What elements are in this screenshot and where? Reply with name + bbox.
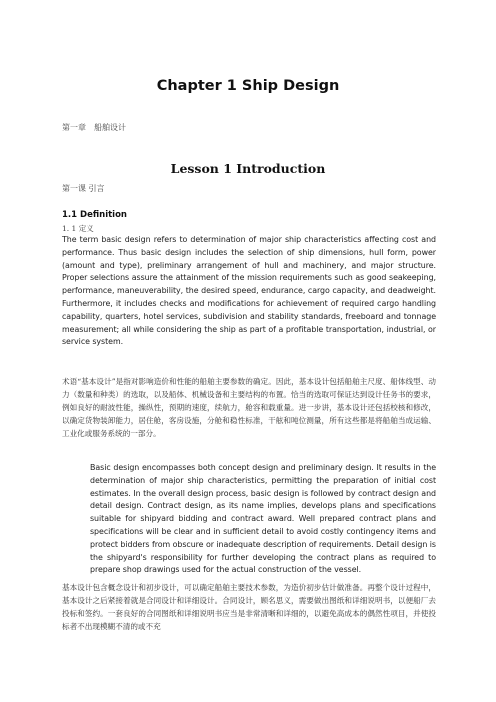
section-heading-chinese: 1. 1 定义 [62,224,94,233]
section-heading: 1.1 Definition [62,210,127,220]
paragraph-basic-design-english: Basic design encompasses both concept design and preliminary design. It results in the determination of major ship characteristics, permitting the preparation of initial cost estimates. In the overall design process, basic design is followed by contract design and detail design. Contract design, as its name implies, develops plans and specifications suitable for shipyard bidding and contract award. Well prepared contract plans and specifications will be clear and in sufficient detail to avoid costly contingency items and protect bidders from obscure or inadequate description of requirements. Detail design is the shipyard's responsibility for further developing the contract plans as required to prepare shop drawings used for the actual construction of the vessel. [90,463,436,575]
lesson-title-chinese: 第一课 引言 [62,184,105,193]
lesson-title: Lesson 1 Introduction [170,161,326,176]
paragraph-basic-design-chinese: 基本设计包含概念设计和初步设计，可以确定船舶主要技术参数，为造价初步估计做准备。再整个设计过程中，基本设计之后紧接着就是合同设计和详细设计。合同设计，顾名思义，需要做出图纸和详细说明书，以便船厂去投标和签约。一套良好的合同图纸和详细说明书应当是非常清晰和详细的，以避免高成本的偶然性项目，并使投标者不出现模糊不清的或不充 [62,583,436,631]
paragraph-definition-chinese: 术语“基本设计”是指对影响造价和性能的船舶主要参数的确定。因此，基本设计包括船舶主尺度、船体线型、动力（数量和种类）的选取，以及船体、机械设备和主要结构的布置。恰当的选取可保证达到设计任务书的要求，例如良好的耐波性能，操纵性，预期的速度，续航力，舱容和载重量。进一步讲，基本设计还包括校核和修改，以确定货物装卸能力，居住舱，客房设施，分舱和稳性标准，干舷和吨位测量，所有这些都是将船舶当成运输、工业化或服务系统的一部分。 [62,377,436,438]
paragraph-definition-english: The term basic design refers to determination of major ship characteristics affecting cost and performance. Thus basic design includes the selection of ship dimensions, hull form, power (amount and type), preliminary arrangement of hull and machinery, and major structure. Proper selections assure the attainment of the mission requirements such as good seakeeping, performance, maneuverability, the desired speed, endurance, cargo capacity, and deadweight. Furthermore, it includes checks and modifications for achievement of required cargo handling capability, quarters, hotel services, subdivision and stability standards, freeboard and tonnage measurement; all while considering the ship as part of a profitable transportation, industrial, or service system. [62,235,436,347]
chapter-title: Chapter 1 Ship Design [156,78,340,94]
chapter-title-chinese: 第一章 船舶设计 [62,123,126,132]
